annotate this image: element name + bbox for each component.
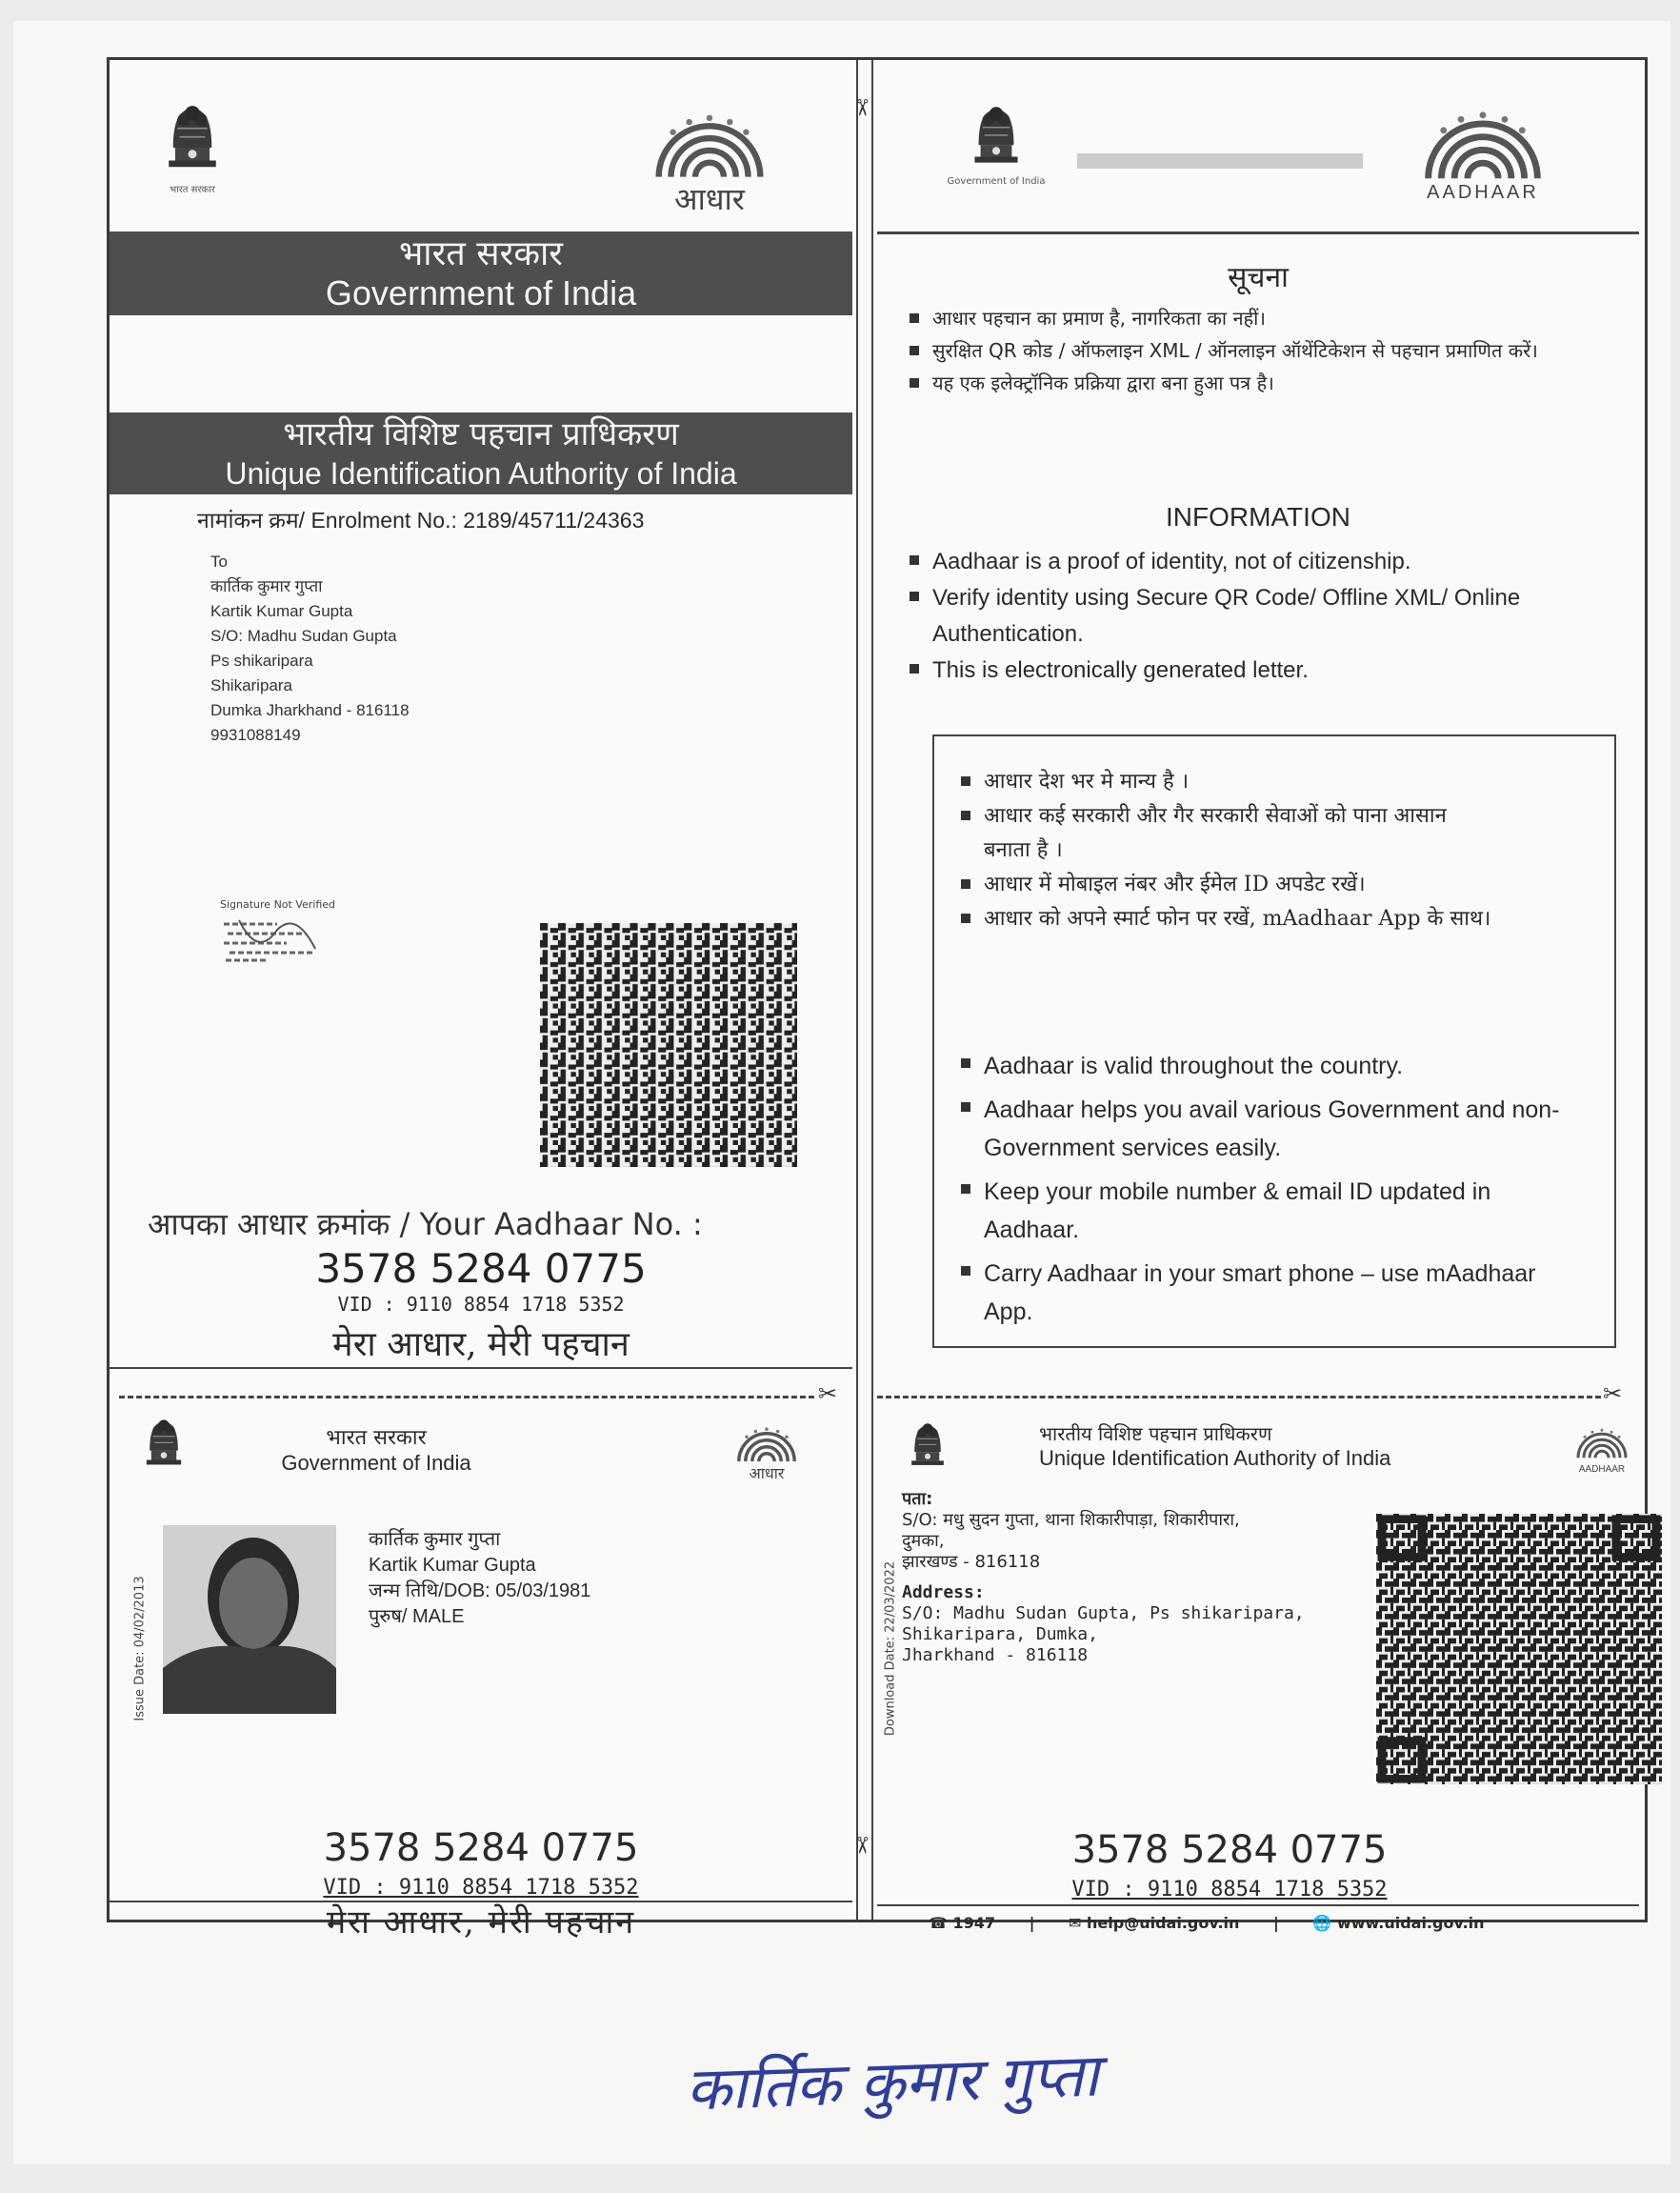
holder-photo	[163, 1525, 336, 1714]
email-icon: ✉	[1069, 1914, 1082, 1932]
card-header-hindi: भारतीय विशिष्ट पहचान प्राधिकरण	[1039, 1422, 1272, 1445]
scissors-icon: ✂	[818, 1380, 838, 1407]
box-english-item: Aadhaar is valid throughout the country.	[961, 1047, 1590, 1085]
fingerprint-logo-icon	[733, 1422, 800, 1464]
uidai-hindi: भारतीय विशिष्ट पहचान प्राधिकरण	[283, 415, 679, 453]
issue-date: Issue Date: 04/02/2013	[132, 1576, 148, 1721]
vid-number: VID : 9110 8854 1718 5352	[337, 1293, 625, 1316]
national-emblem-icon	[140, 1413, 188, 1476]
enrolment-number: नामांकन क्रम/ Enrolment No.: 2189/45711/24363	[197, 508, 645, 533]
aadhaar-letter	[107, 57, 1648, 1942]
box-hindi-item: आधार में मोबाइल नंबर और ईमेल ID अपडेट रखें।	[961, 868, 1494, 902]
scissors-icon: ✂	[1603, 1380, 1623, 1407]
cut-line	[877, 1396, 1601, 1398]
box-hindi-item: आधार देश भर मे मान्य है ।	[961, 765, 1494, 799]
divider	[110, 1367, 852, 1369]
signature-block	[220, 898, 363, 972]
box-hindi-item: आधार को अपने स्मार्ट फोन पर रखें, mAadhaar App के साथ।	[961, 902, 1494, 936]
card-tagline: मेरा आधार, मेरी पहचान	[326, 1903, 636, 1942]
card-header-english: Unique Identification Authority of India	[1039, 1446, 1391, 1470]
address-line: 9931088149	[210, 726, 301, 744]
card-header-hindi: भारत सरकार	[326, 1426, 427, 1450]
card-header	[1039, 1420, 1572, 1471]
holder-name-hindi: कार्तिक कुमार गुप्ता	[369, 1529, 501, 1550]
aadhaar-logo	[1397, 102, 1569, 204]
holder-dob: जन्म तिथि/DOB: 05/03/1981	[369, 1580, 591, 1601]
aadhaar-logo-text: आधार	[674, 181, 745, 217]
uidai-band	[110, 412, 852, 494]
address-english-line: Shikaripara, Dumka,	[902, 1624, 1098, 1644]
box-english-list	[961, 1047, 1590, 1331]
address-hindi-line: झारखण्ड - 816118	[902, 1552, 1041, 1572]
divider	[877, 1904, 1639, 1906]
gov-india-band	[110, 231, 852, 315]
cut-line	[119, 1396, 814, 1398]
address-line: S/O: Madhu Sudan Gupta	[210, 627, 397, 645]
fold-line	[871, 60, 873, 1920]
notice-item: आधार पहचान का प्रमाण है, नागरिकता का नहीं।	[910, 302, 1576, 334]
footer-web: www.uidai.gov.in	[1336, 1914, 1485, 1932]
uidai-english: Unique Identification Authority of India	[225, 456, 737, 491]
tagline: मेरा आधार, मेरी पहचान	[332, 1325, 630, 1364]
right-panel	[877, 60, 1645, 1932]
card-logo-text: आधार	[749, 1464, 785, 1482]
address-line: To	[210, 553, 228, 571]
gov-india-english: Government of India	[325, 273, 637, 312]
card-header	[233, 1422, 519, 1476]
aadhaar-logo-text: AADHAAR	[1427, 182, 1539, 203]
card-address	[902, 1489, 1359, 1666]
download-date: Download Date: 22/03/2022	[883, 1560, 898, 1737]
emblem-caption: Government of India	[947, 176, 1046, 187]
card-vid: VID : 9110 8854 1718 5352	[1071, 1878, 1388, 1901]
notice-list	[910, 302, 1576, 399]
info-item: Verify identity using Secure QR Code/ Offline XML/ Online Authentication.	[910, 580, 1614, 653]
info-title: INFORMATION	[1166, 502, 1350, 532]
address-hindi-line: S/O: मधु सुदन गुप्ता, थाना शिकारीपाड़ा, शिकारीपारा,	[902, 1510, 1240, 1530]
footer-phone: 1947	[952, 1914, 996, 1932]
qr-code-icon	[540, 923, 797, 1167]
card-aadhaar-number: 3578 5284 0775	[1071, 1828, 1388, 1872]
card-footer: ☎ 1947 | ✉ help@uidai.gov.in | 🌐 www.uidai.gov.in	[929, 1914, 1485, 1932]
fingerprint-logo-icon	[1407, 102, 1559, 184]
signature-stamp-icon	[220, 911, 344, 968]
notice-item: यह एक इलेक्ट्रॉनिक प्रक्रिया द्वारा बना हुआ पत्र है।	[910, 367, 1576, 399]
fold-line	[856, 60, 858, 1920]
recipient-address	[210, 550, 591, 748]
info-item: This is electronically generated letter.	[910, 653, 1614, 689]
box-english-item: Keep your mobile number & email ID updated in Aadhaar.	[961, 1173, 1590, 1249]
address-label-english: Address:	[902, 1582, 985, 1602]
gov-india-hindi: भारत सरकार	[398, 234, 564, 273]
box-hindi-item: आधार कई सरकारी और गैर सरकारी सेवाओं को पाना आसान बनाता है ।	[961, 799, 1494, 868]
address-english-line: Jharkhand - 816118	[902, 1645, 1089, 1665]
holder-name-english: Kartik Kumar Gupta	[369, 1555, 536, 1576]
box-hindi-list	[961, 765, 1494, 936]
footer-email: help@uidai.gov.in	[1087, 1914, 1240, 1932]
aadhaar-logo	[1569, 1424, 1635, 1475]
left-panel	[110, 60, 852, 1942]
phone-icon: ☎	[929, 1914, 948, 1932]
card-vid: VID : 9110 8854 1718 5352	[323, 1876, 639, 1900]
box-english-item: Carry Aadhaar in your smart phone – use mAadhaar App.	[961, 1255, 1590, 1331]
box-english-item: Aadhaar helps you avail various Government and non-Government services easily.	[961, 1091, 1590, 1167]
aadhaar-number: 3578 5284 0775	[315, 1245, 647, 1292]
address-line: कार्तिक कुमार गुप्ता	[210, 577, 323, 595]
national-emblem-icon	[159, 96, 226, 195]
notice-title: सूचना	[1228, 261, 1289, 294]
aadhaar-logo	[729, 1422, 805, 1483]
signature-label: Signature Not Verified	[220, 898, 336, 911]
holder-details	[369, 1527, 711, 1630]
handwritten-signature: कार्तिक कुमार गुप्ता	[684, 2040, 1100, 2124]
fingerprint-logo-icon	[648, 106, 771, 182]
scissors-icon: ✂	[849, 97, 876, 118]
globe-icon: 🌐	[1312, 1914, 1332, 1932]
info-box	[932, 734, 1616, 1348]
address-line: Ps shikaripara	[210, 652, 313, 670]
info-item: Aadhaar is a proof of identity, not of citizenship.	[910, 544, 1614, 580]
holder-gender: पुरुष/ MALE	[369, 1606, 465, 1627]
address-hindi-line: दुमका,	[902, 1531, 945, 1551]
address-label-hindi: पता:	[902, 1489, 933, 1509]
divider	[877, 231, 1639, 234]
card-logo-text: AADHAAR	[1578, 1464, 1626, 1475]
info-list	[910, 544, 1614, 689]
emblem-caption: भारत सरकार	[170, 185, 215, 195]
header-smudge	[1077, 153, 1363, 169]
address-line: Dumka Jharkhand - 816118	[210, 701, 410, 719]
fingerprint-logo-icon	[1573, 1424, 1630, 1460]
address-english-line: S/O: Madhu Sudan Gupta, Ps shikaripara,	[902, 1603, 1305, 1623]
qr-code-icon	[1376, 1514, 1662, 1784]
notice-item: सुरक्षित QR कोड / ऑफलाइन XML / ऑनलाइन ऑथेंटिकेशन से पहचान प्रमाणित करें।	[910, 334, 1576, 367]
aadhaar-number-label: आपका आधार क्रमांक / Your Aadhaar No. :	[148, 1206, 703, 1242]
address-line: Shikaripara	[210, 676, 292, 694]
card-header-english: Government of India	[281, 1451, 471, 1475]
scissors-icon: ✂	[849, 1835, 876, 1856]
card-aadhaar-number: 3578 5284 0775	[323, 1826, 639, 1870]
aadhaar-logo	[643, 106, 776, 219]
national-emblem-icon	[944, 98, 1049, 187]
national-emblem-icon	[906, 1417, 953, 1476]
paper-sheet	[13, 21, 1670, 2164]
address-line: Kartik Kumar Gupta	[210, 602, 353, 620]
